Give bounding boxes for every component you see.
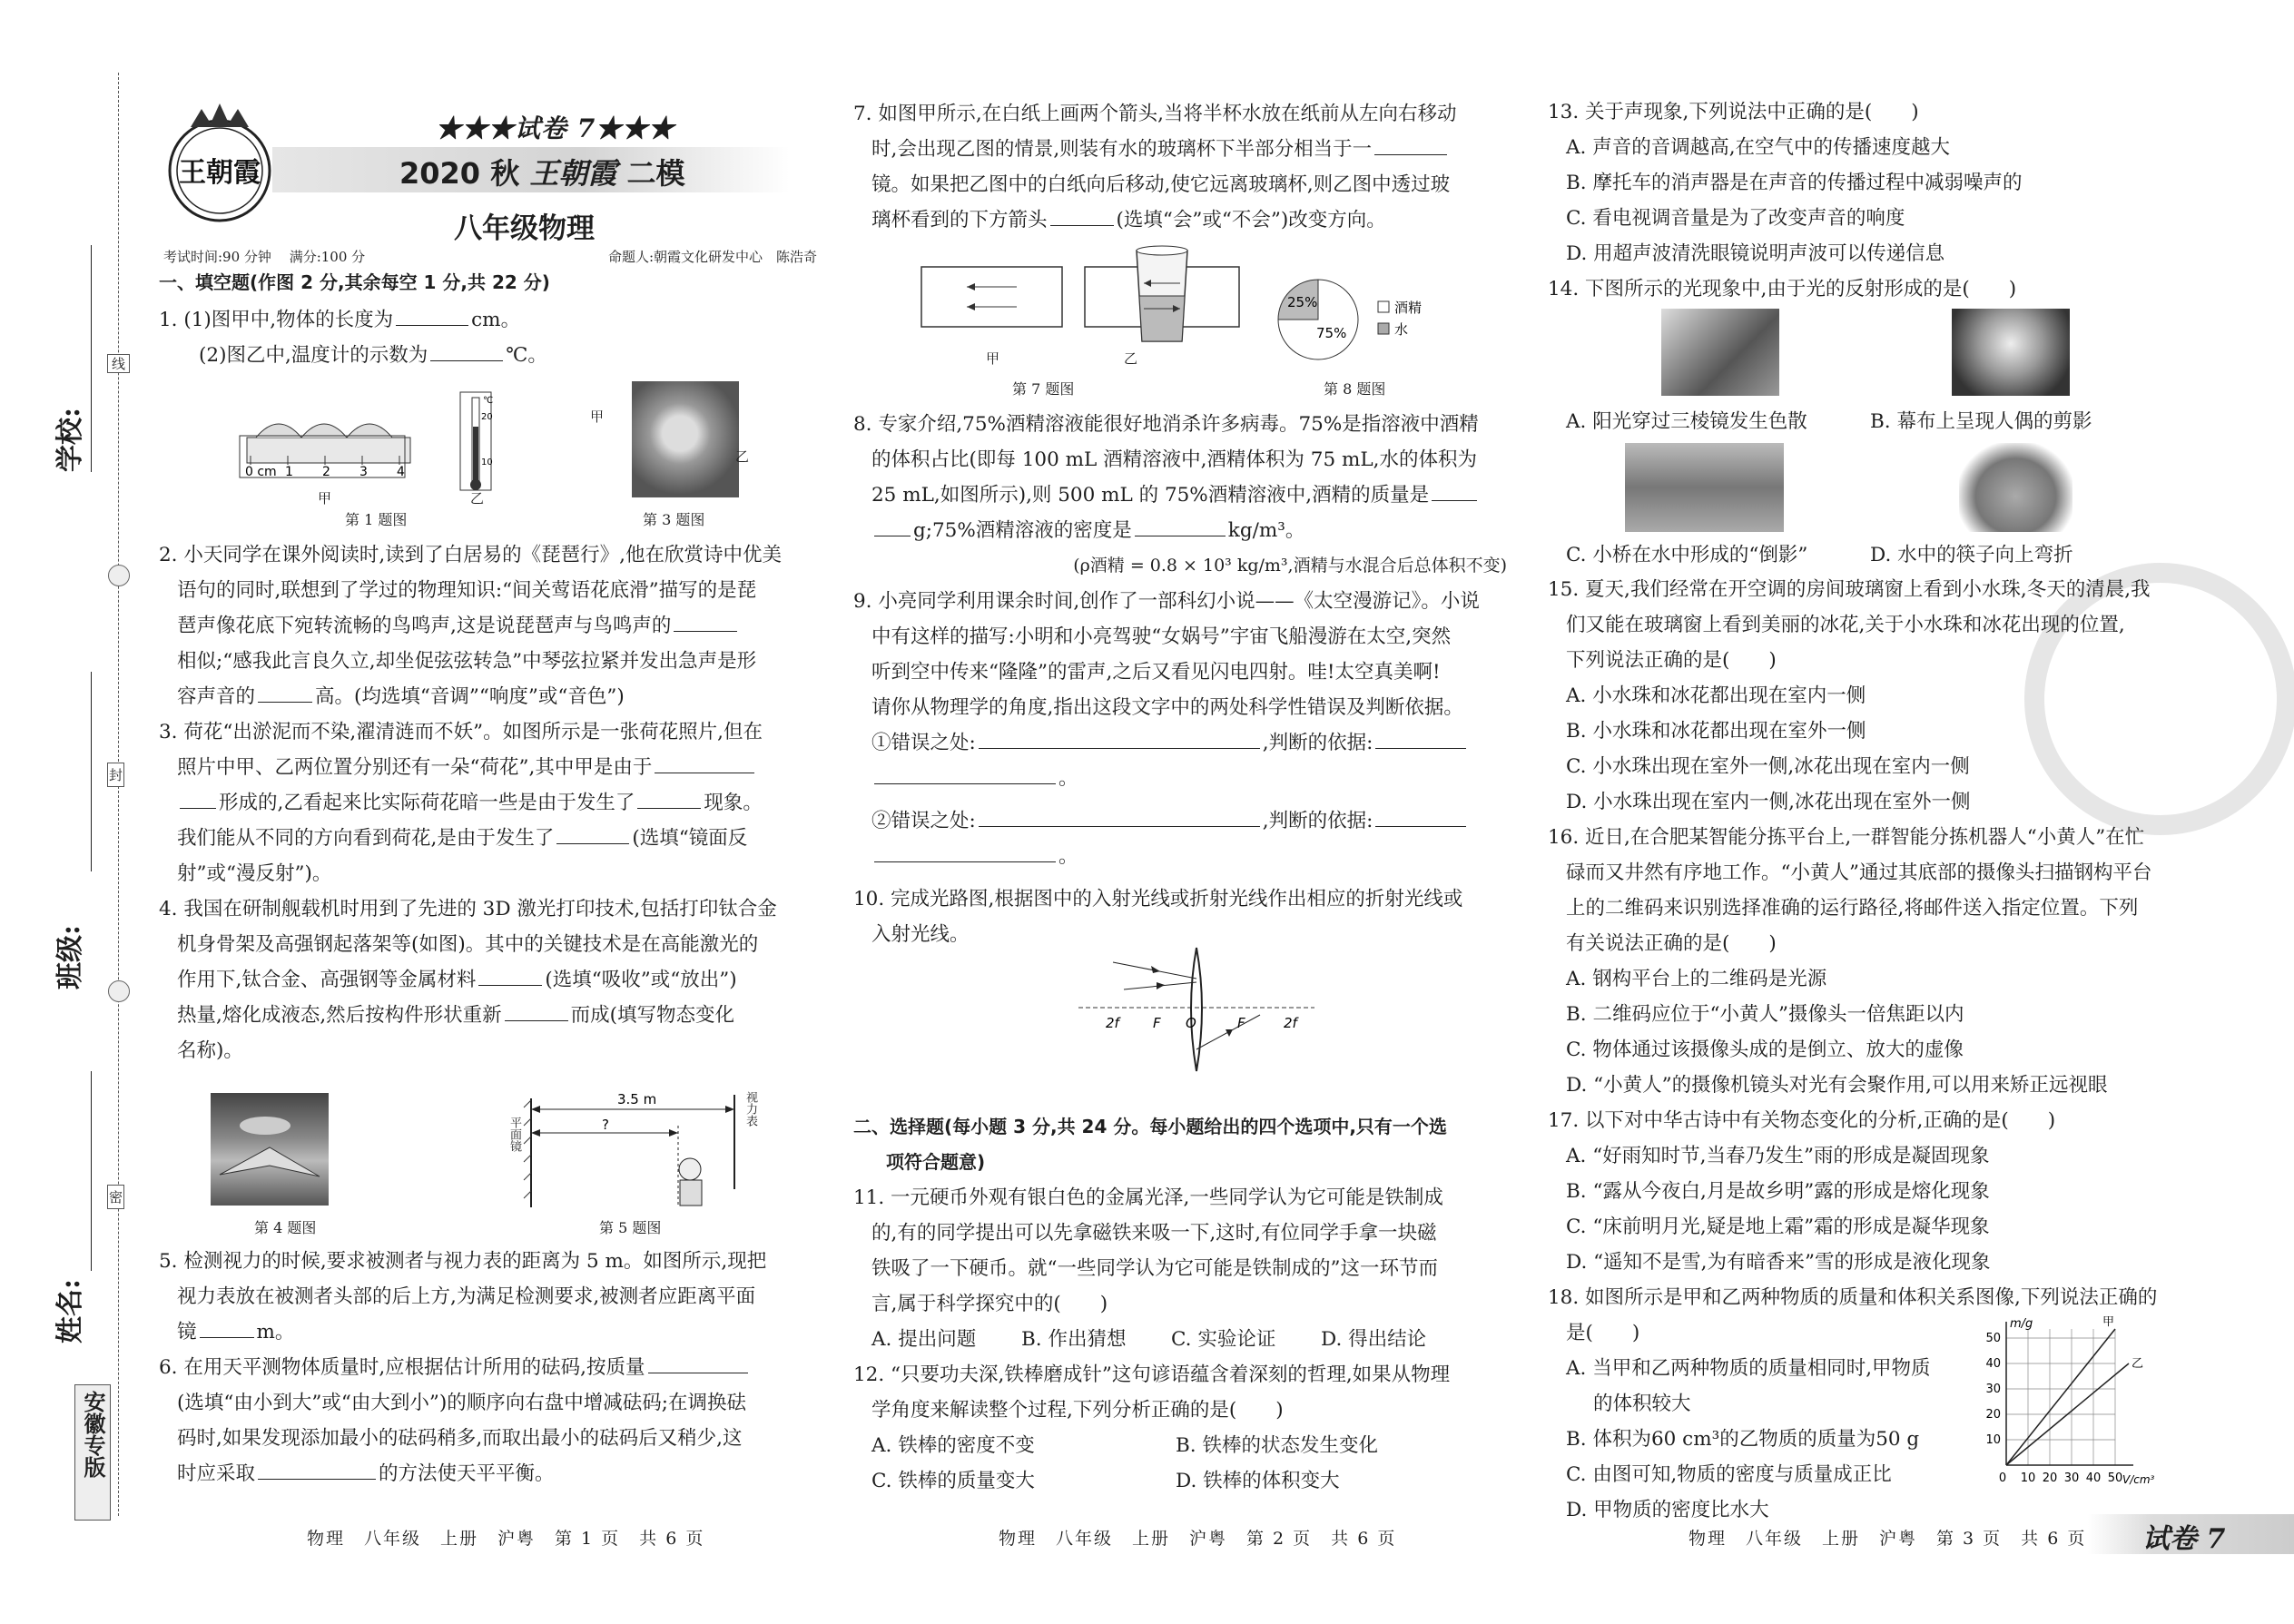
seal-mark-2 — [108, 980, 130, 1002]
svg-text:?: ? — [602, 1117, 609, 1133]
seal-mark-1 — [108, 565, 130, 586]
svg-text:2f: 2f — [1284, 1015, 1297, 1031]
school-label: 学校: — [54, 407, 86, 472]
fig1-caption: 第 1 题图 — [345, 511, 408, 528]
svg-text:3.5 m: 3.5 m — [617, 1091, 657, 1107]
svg-text:30: 30 — [2063, 1471, 2080, 1485]
class-label: 班级: — [54, 924, 86, 989]
q14-row2: C. 小桥在水中形成的“倒影” D. 水中的筷子向上弯折 — [1566, 544, 2073, 566]
q4: 4. 我国在研制舰载机时用到了先进的 3D 激光打印技术,包括打印钛合金 — [159, 898, 777, 920]
region-badge: 安徽专版 — [74, 1384, 111, 1521]
seal-mark: 封 — [107, 763, 124, 787]
q3: 3. 荷花“出淤泥而不染,濯清涟而不妖”。如图所示是一张荷花照片,但在 — [159, 721, 763, 743]
name-label: 姓名: — [54, 1278, 86, 1343]
q9: 9. 小亮同学利用课余时间,创作了一部科幻小说——《太空漫游记》。小说 — [853, 590, 1480, 613]
fig3-labels: 甲 乙 — [590, 408, 750, 465]
svg-text:20: 20 — [1985, 1408, 2001, 1422]
column-3: 13. 关于声现象,下列说法中正确的是( ) A. 声音的音调越高,在空气中的传播速度越大 B. 摩托车的消声器是在声音的传播过程中减弱噪声的 C. 看电视调音量是为了改变声音的响度 D. 用超声波清洗眼镜说明声波可以传递信息 14. 下图所示的光现象中,由于光的反射形成的是( ) — [1548, 94, 2201, 307]
column-1-bottom: 5. 检测视力的时候,要求被测者与视力表的距离为 5 m。如图所示,现把 视力表放在被测者头部的后上方,为满足检测要求,被测者应距离平面 镜 m。 6. 在用天平测物体质量时,应根据估计所用的砝码,按质量 (选填“由小到大”或“由大到小”)的顺序向右盘中增减砝码;在调换砝 码时,如果发现添加最小的砝码稍多,而取出最小的砝码后又稍少,这 时应采取 的方法使天平平衡。 — [159, 1244, 812, 1491]
svg-text:王朝霞: 王朝霞 — [179, 157, 261, 189]
svg-text:10: 10 — [481, 458, 493, 468]
footer-page-1: 物理 八年级 上册 沪粤 第 1 页 共 6 页 — [307, 1529, 705, 1549]
fig4-aircraft-photo — [211, 1093, 329, 1206]
footer-page-2: 物理 八年级 上册 沪粤 第 2 页 共 6 页 — [999, 1529, 1397, 1549]
paper-number: ★★★试卷 7★★★ — [436, 113, 675, 143]
q14: 14. 下图所示的光现象中,由于光的反射形成的是( ) — [1548, 278, 2017, 300]
q6: 6. 在用天平测物体质量时,应根据估计所用的砝码,按质量 — [159, 1350, 812, 1385]
pie-chart — [1275, 272, 1456, 372]
fig7-caption: 第 7 题图 — [1012, 380, 1075, 398]
q17: 17. 以下对中华古诗中有关物态变化的分析,正确的是( ) — [1548, 1109, 2056, 1132]
svg-text:30: 30 — [1985, 1383, 2001, 1396]
fig8-caption: 第 8 题图 — [1324, 380, 1386, 398]
q14-shadow-photo — [1952, 309, 2070, 396]
column-2: 7. 如图甲所示,在白纸上画两个箭头,当将半杯水放在纸前从左向右移动 时,会出现乙图的情景,则装有水的玻璃杯下半部分相当于一 镜。如果把乙图中的白纸向后移动,使它远离玻璃杯,则乙图中透过玻 璃杯看到的下方箭头 (选填“会”或“不会”)改变方向。 — [853, 96, 1507, 238]
legend-swatch-water — [1378, 323, 1389, 334]
svg-text:2f: 2f — [1106, 1015, 1119, 1031]
q11: 11. 一元硬币外观有银白色的金属光泽,一些同学认为它可能是铁制成 — [853, 1186, 1443, 1209]
q12: 12. “只要功夫深,铁棒磨成针”这句谚语蕴含着深刻的哲理,如果从物理 — [853, 1363, 1451, 1386]
q18-graph — [1970, 1316, 2161, 1498]
svg-text:3: 3 — [359, 465, 368, 479]
legend-water: 水 — [1394, 321, 1409, 338]
subject-title: 八年级物理 — [454, 212, 595, 245]
svg-text:乙: 乙 — [2132, 1357, 2144, 1371]
legend-alcohol: 酒精 — [1394, 300, 1423, 316]
svg-text:O: O — [1186, 1015, 1196, 1031]
mi-mark: 密 — [107, 1185, 124, 1209]
column-2-mid: 8. 专家介绍,75%酒精溶液能很好地消杀许多病毒。75%是指溶液中酒精 的体积占比(即每 100 mL 酒精溶液中,酒精体积为 75 mL,水的体积为 25 mL,如图所示),则 500 mL 的 75%酒精溶液中,酒精的质量是 g;75%酒精溶液的密度是 kg/m³。 (ρ酒精 = 0.8 × 10³ kg/m³,酒精与水混合后总体积不变) 9. 小亮同学利用课余时间,创作了一部科幻小说——《太空漫游记》。小说 中有这样的描写:小明和小亮驾驶“女娲号”宇宙飞船漫游在太空,突然 听到空中传来“隆隆”的雷声,之后又看见闪电四射。哇!太空真美啊! 请你从物理学的角度,指出这段文字中的两处科学性错误及判断依据。 ①错误之处: ,判断的依据: 。 ②错误之处: ,判断的依据: 。 10. 完成光路图,根据图中的入射光线或折射光线作出相应的折射光线或 入射光线。 — [853, 407, 1507, 952]
q14-row1: A. 阳光穿过三棱镜发生色散 B. 幕布上呈现人偶的剪影 — [1566, 410, 2092, 433]
q16: 16. 近日,在合肥某智能分拣平台上,一群智能分拣机器人“小黄人”在忙 — [1548, 826, 2145, 849]
svg-text:甲: 甲 — [2102, 1316, 2115, 1329]
pie-label-alcohol: 25% — [1287, 294, 1318, 310]
svg-text:40: 40 — [2085, 1471, 2102, 1485]
figure-10-lens — [1078, 944, 1314, 1080]
logo — [156, 100, 283, 227]
q7: 7. 如图甲所示,在白纸上画两个箭头,当将半杯水放在纸前从左向右移动 — [853, 103, 1457, 125]
column-1 — [159, 265, 812, 373]
svg-text:20: 20 — [2042, 1471, 2058, 1485]
q8: 8. 专家介绍,75%酒精溶液能很好地消杀许多病毒。75%是指溶液中酒精 — [853, 413, 1479, 436]
section-2-title: 二、选择题(每小题 3 分,共 24 分。每小题给出的四个选项中,只有一个选 — [853, 1116, 1447, 1137]
svg-text:20: 20 — [481, 412, 493, 422]
line-mark: 线 — [107, 354, 130, 373]
q10: 10. 完成光路图,根据图中的入射光线或折射光线作出相应的折射光线或 — [853, 888, 1463, 910]
svg-text:℃: ℃ — [483, 396, 494, 406]
svg-text:2: 2 — [322, 465, 330, 479]
svg-text:10: 10 — [2020, 1471, 2036, 1485]
exam-title: 2020 秋 王朝霞 二模 — [399, 156, 685, 191]
svg-text:m/g: m/g — [2010, 1317, 2033, 1331]
figure-5: 3.5 m ? 平面镜 视力表 — [504, 1089, 776, 1212]
footer-page-3: 物理 八年级 上册 沪粤 第 3 页 共 6 页 — [1689, 1529, 2087, 1549]
q14-chopsticks-photo — [1959, 443, 2072, 532]
q18: 18. 如图所示是甲和乙两种物质的质量和体积关系图像,下列说法正确的 — [1548, 1286, 2158, 1309]
column-3-mid: 15. 夏天,我们经常在开空调的房间玻璃窗上看到小水珠,冬天的清晨,我 们又能在玻璃窗上看到美丽的冰花,关于小水珠和冰花出现的位置, 下列说法正确的是( ) A. 小水珠和冰花都出现在室内一侧 B. 小水珠和冰花都出现在室外一侧 C. 小水珠出现在室外一侧,冰花出现在室内一侧 D. 小水珠出现在室内一侧,冰花出现在室外一侧 16. 近日,在合肥某智能分拣平台上,一群智能分拣机器人“小黄人”在忙 碌而又井然有序地工作。“小黄人”通过其底部的摄像头扫描钢构平台 上的二维码来识别选择准确的运行路径,将邮件送入指定位置。下列 有关说法正确的是( ) A. 钢构平台上的二维码是光源 B. 二维码应位于“小黄人”摄像头一倍焦距以内 C. 物体通过该摄像头成的是倒立、放大的虚像 D. “小黄人”的摄像机镜头对光有会聚作用,可以用来矫正远视眼 17. 以下对中华古诗中有关物态变化的分析,正确的是( ) A. “好雨知时节,当春乃发生”雨的形成是凝固现象 B. “露从今夜白,月是故乡明”露的形成是熔化现象 C. “床前明月光,疑是地上霜”霜的形成是凝华现象 D. “遥知不是雪,为有暗香来”雪的形成是液化现象 18. 如图所示是甲和乙两种物质的质量和体积关系图像,下列说法正确的 是( ) A. 当甲和乙两种物质的质量相同时,甲物质 的体积较大 B. 体积为60 cm³的乙物质的质量为50 g C. 由图可知,物质的密度与质量成正比 D. 甲物质的密度比水大 — [1548, 572, 2201, 1528]
svg-text:V/cm³: V/cm³ — [2122, 1473, 2155, 1486]
svg-text:0 cm: 0 cm — [245, 465, 277, 479]
fig4-caption: 第 4 题图 — [254, 1219, 317, 1236]
section-1-title: 一、填空题(作图 2 分,其余每空 1 分,共 22 分) — [159, 271, 550, 293]
svg-text:4: 4 — [397, 465, 405, 479]
svg-text:50: 50 — [1985, 1332, 2001, 1345]
figure-1: 0 cm 1 2 3 4 ℃ 20 10 甲 乙 — [238, 381, 510, 527]
column-1-lower: 2. 小天同学在课外阅读时,读到了白居易的《琵琶行》,他在欣赏诗中优美 语句的同时,联想到了学过的物理知识:“间关莺语花底滑”描写的是琵 琶声像花底下宛转流畅的鸟鸣声,这是说琵琶声与鸟鸣声的 相似;“感我此言良久立,却坐促弦弦转急”中琴弦拉紧并发出急声是形 容声音的 高。(均选填“音调”“响度”或“音色”) 3. 荷花“出淤泥而不染,濯清涟而不妖”。如图所示是一张荷花照片,但在 照片中甲、乙两位置分别还有一朵“荷花”,其中甲是由于 形成的,乙看起来比实际荷花暗一些是由于发生了 现象。 我们能从不同的方向看到荷花,是由于发生了 (选填“镜面反 射”或“漫反射”)。 4. 我国在研制舰载机时用到了先进的 3D 激光打印技术,包括打印钛合金 机身骨架及高强钢起落架等(如图)。其中的关键技术是在高能激光的 作用下,钛合金、高强钢等金属材料 (选填“吸收”或“放出”) 热量,熔化成液态,然后按构件形状重新 而成(填写物态变化 名称)。 — [159, 537, 812, 1068]
exam-info: 考试时间:90 分钟 满分:100 分 命题人:朝霞文化研发中心 陈浩奇 — [163, 249, 817, 265]
q14-prism-photo — [1661, 309, 1779, 396]
svg-text:10: 10 — [1985, 1433, 2001, 1447]
figure-8 — [1275, 272, 1456, 372]
q1-a: 1. (1)图甲中,物体的长度为 cm。 — [159, 302, 812, 338]
footer-tag: 试卷 7 — [2088, 1514, 2294, 1554]
column-2-bottom: 二、选择题(每小题 3 分,共 24 分。每小题给出的四个选项中,只有一个选 项符合题意) 11. 一元硬币外观有银白色的金属光泽,一些同学认为它可能是铁制成 的,有的同学提出可以先拿磁铁来吸一下,这时,有位同学手拿一块磁 铁吸了一下硬币。就“一些同学认为它可能是铁制成的”这一环节而 言,属于科学探究中的( ) A. 提出问题 B. 作出猜想 C. 实验论证 D. 得出结论 12. “只要功夫深,铁棒磨成针”这句谚语蕴含着深刻的哲理,如果从物理 学角度来解读整个过程,下列分析正确的是( ) A. 铁棒的密度不变 B. 铁棒的状态发生变化 C. 铁棒的质量变大 D. 铁棒的体积变大 — [853, 1109, 1507, 1499]
figure-7: 甲 乙 — [917, 243, 1253, 370]
fig5-caption: 第 5 题图 — [599, 1219, 662, 1236]
q5: 5. 检测视力的时候,要求被测者与视力表的距离为 5 m。如图所示,现把 — [159, 1250, 767, 1273]
legend-swatch-alcohol — [1378, 301, 1389, 312]
q1-b: (2)图乙中,温度计的示数为 ℃。 — [159, 338, 812, 373]
q13: 13. 关于声现象,下列说法中正确的是( ) — [1548, 101, 1919, 123]
svg-text:0: 0 — [1998, 1471, 2007, 1485]
q2: 2. 小天同学在课外阅读时,读到了白居易的《琵琶行》,他在欣赏诗中优美 — [159, 544, 783, 566]
q14-bridge-photo — [1625, 443, 1784, 532]
binding-sidebar — [0, 0, 136, 1624]
fig3-caption: 第 3 题图 — [643, 511, 705, 528]
svg-text:F: F — [1153, 1015, 1161, 1031]
svg-text:40: 40 — [1985, 1357, 2001, 1371]
q15: 15. 夏天,我们经常在开空调的房间玻璃窗上看到小水珠,冬天的清晨,我 — [1548, 578, 2151, 601]
svg-text:F: F — [1237, 1015, 1245, 1031]
pie-label-water: 75% — [1316, 325, 1347, 341]
svg-text:1: 1 — [285, 465, 293, 479]
svg-text:50: 50 — [2107, 1471, 2123, 1485]
